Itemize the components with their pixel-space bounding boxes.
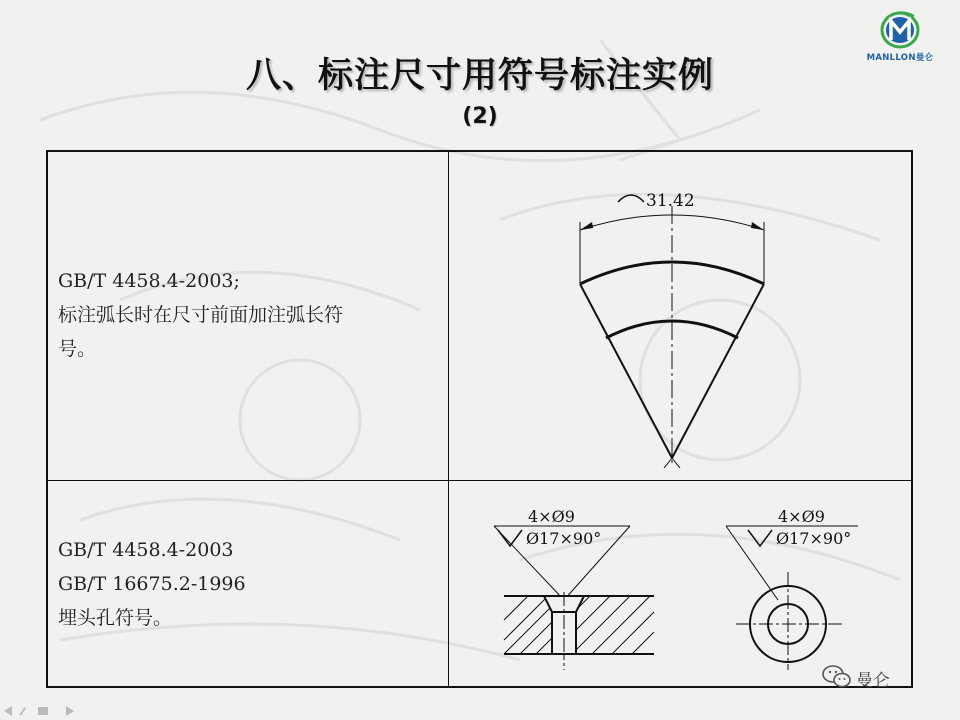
countersink-top-view-drawing bbox=[722, 500, 872, 670]
table-row-divider bbox=[46, 480, 913, 481]
table-column-divider bbox=[448, 150, 449, 688]
watermark-label: 曼仑 bbox=[856, 671, 890, 691]
row2-line-3: 埋头孔符号。 bbox=[58, 607, 173, 629]
row1-line-1: GB/T 4458.4-2003; bbox=[58, 270, 240, 292]
left-hole-count-label: 4×Ø9 bbox=[528, 507, 575, 526]
wechat-watermark bbox=[822, 664, 932, 692]
row1-description bbox=[58, 264, 343, 366]
wechat-icon bbox=[822, 664, 852, 690]
row1-line-2: 标注弧长时在尺寸前面加注弧长符 bbox=[58, 304, 344, 326]
arc-length-drawing bbox=[560, 178, 790, 468]
countersink-symbol-icon bbox=[748, 530, 772, 546]
right-hole-count-label: 4×Ø9 bbox=[778, 507, 825, 526]
right-countersink-spec-label: Ø17×90° bbox=[776, 529, 852, 548]
row2-description bbox=[58, 533, 246, 635]
countersink-section-drawing bbox=[490, 500, 665, 670]
previous-slide-icon[interactable] bbox=[4, 706, 12, 716]
logo-text: MANLLON曼仑 bbox=[866, 53, 934, 63]
menu-icon[interactable] bbox=[38, 707, 48, 715]
row2-line-1: GB/T 4458.4-2003 bbox=[58, 539, 234, 561]
pen-icon[interactable] bbox=[19, 707, 26, 716]
left-countersink-spec-label: Ø17×90° bbox=[526, 529, 602, 548]
next-slide-icon[interactable] bbox=[66, 706, 74, 716]
slide-subtitle: (2) bbox=[462, 104, 498, 129]
row2-line-2: GB/T 16675.2-1996 bbox=[58, 573, 246, 595]
m-letter-logo-icon bbox=[862, 8, 938, 52]
arc-length-label: 31.42 bbox=[646, 191, 695, 211]
arc-symbol-icon bbox=[618, 195, 644, 202]
slideshow-controls bbox=[2, 704, 92, 718]
slide-title: 八、标注尺寸用符号标注实例 bbox=[245, 56, 714, 96]
row1-line-3: 号。 bbox=[58, 338, 97, 360]
